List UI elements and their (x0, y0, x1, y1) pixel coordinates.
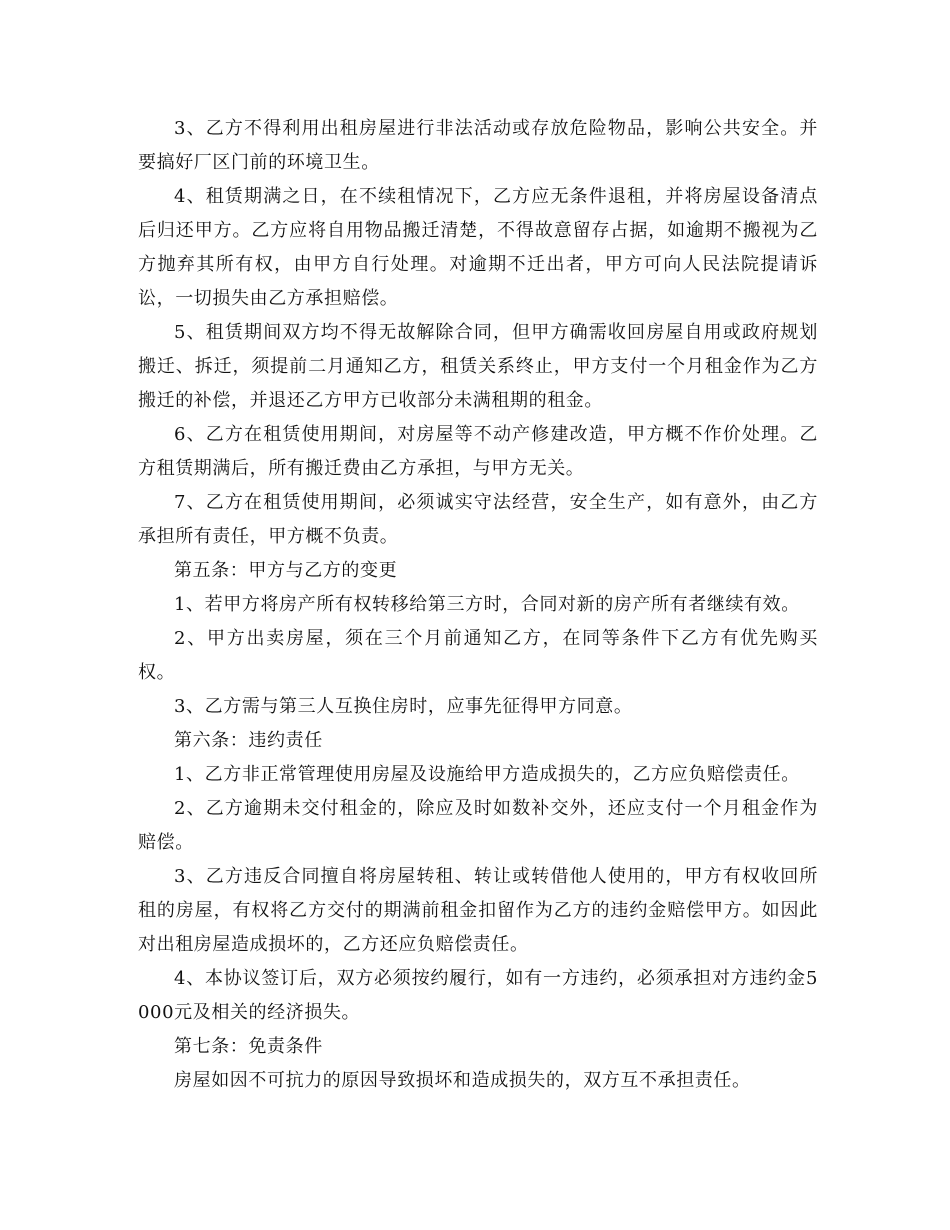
article-5-heading: 第五条：甲方与乙方的变更 (174, 560, 398, 581)
clause-7-lawful-operation: 7、乙方在租赁使用期间，必须诚实守法经营，安全生产，如有意外，由乙方承担所有责任，甲方概不负责。 (138, 492, 818, 547)
article-5-item-1: 1、若甲方将房产所有权转移给第三方时，合同对新的房产所有者继续有效。 (174, 594, 800, 615)
article-7-heading: 第七条：免责条件 (174, 1036, 323, 1057)
article-6-heading: 第六条：违约责任 (174, 730, 323, 751)
document-body (138, 112, 818, 1098)
clause-6-renovation: 6、乙方在租赁使用期间，对房屋等不动产修建改造，甲方概不作价处理。乙方租赁期满后，所有搬迁费由乙方承担，与甲方无关。 (138, 424, 818, 479)
article-5-item-3: 3、乙方需与第三人互换住房时，应事先征得甲方同意。 (174, 696, 633, 717)
article-6-item-1: 1、乙方非正常管理使用房屋及设施给甲方造成损失的，乙方应负赔偿责任。 (174, 764, 800, 785)
article-6-item-2: 2、乙方逾期未交付租金的，除应及时如数补交外，还应支付一个月租金作为赔偿。 (138, 798, 818, 853)
article-5-item-2: 2、甲方出卖房屋，须在三个月前通知乙方，在同等条件下乙方有优先购买权。 (138, 628, 818, 683)
clause-4-lease-expiry: 4、租赁期满之日，在不续租情况下，乙方应无条件退租，并将房屋设备清点后归还甲方。乙方应将自用物品搬迁清楚，不得故意留存占据，如逾期不搬视为乙方抛弃其所有权，由甲方自行处理。对逾期不迁出者，甲方可向人民法院提请诉讼，一切损失由乙方承担赔偿。 (138, 186, 818, 309)
clause-3-public-safety: 3、乙方不得利用出租房屋进行非法活动或存放危险物品，影响公共安全。并要搞好厂区门前的环境卫生。 (138, 118, 818, 173)
article-6-item-4: 4、本协议签订后，双方必须按约履行，如有一方违约，必须承担对方违约金5000元及相关的经济损失。 (138, 968, 818, 1023)
article-6-item-3: 3、乙方违反合同擅自将房屋转租、转让或转借他人使用的，甲方有权收回所租的房屋，有权将乙方交付的期满前租金扣留作为乙方的违约金赔偿甲方。如因此对出租房屋造成损坏的，乙方还应负赔偿责任。 (138, 866, 818, 955)
clause-5-termination: 5、租赁期间双方均不得无故解除合同，但甲方确需收回房屋自用或政府规划搬迁、拆迁，须提前二月通知乙方，租赁关系终止，甲方支付一个月租金作为乙方搬迁的补偿，并退还乙方甲方已收部分未满租期的租金。 (138, 322, 818, 411)
article-7-text: 房屋如因不可抗力的原因导致损坏和造成损失的，双方互不承担责任。 (174, 1070, 751, 1091)
